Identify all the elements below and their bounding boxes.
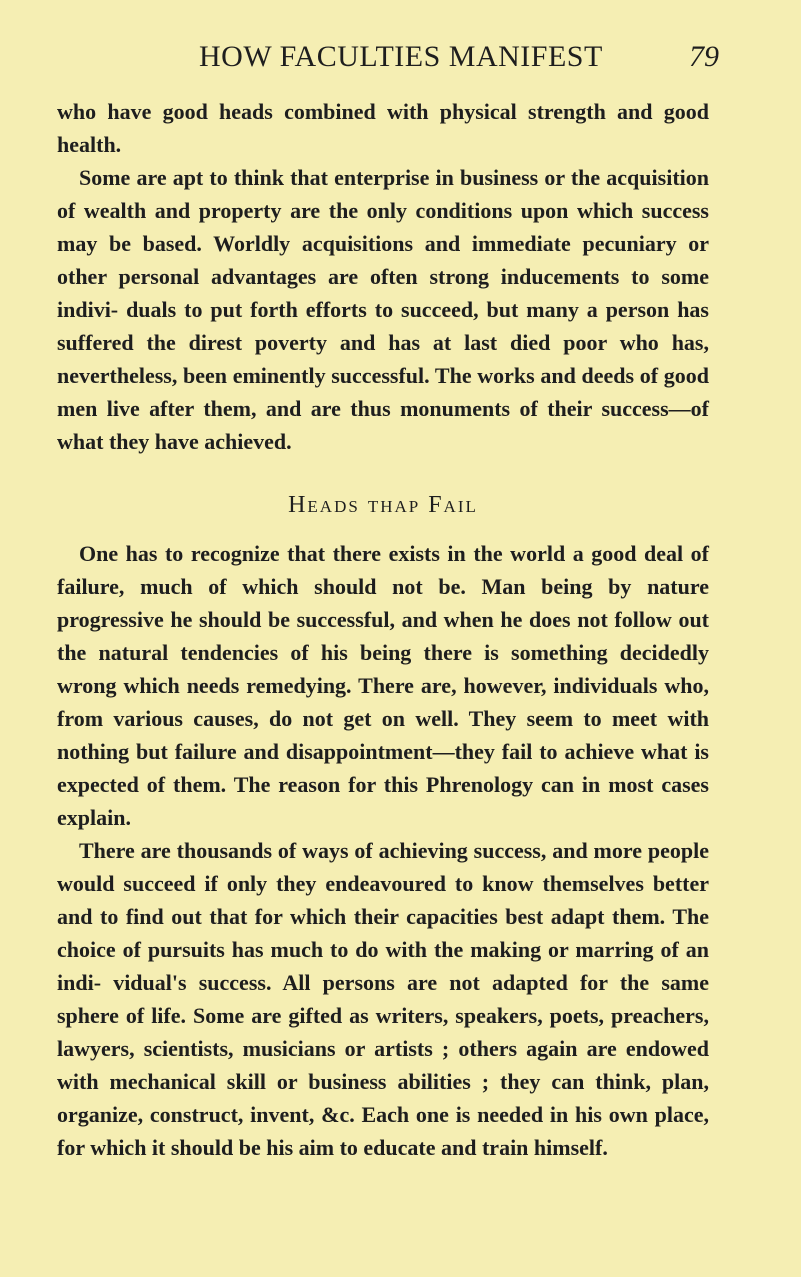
running-title: HOW FACULTIES MANIFEST [199,40,603,73]
running-head [0,40,801,80]
body-text [57,95,709,1164]
paragraph-success-conditions: Some are apt to think that enterprise in business or the acquisition of wealth and property are the only conditions upon which success may be based. Worldly acquisitions and immediate pecuniary or other personal advantages are often strong inducements to some indivi- duals to put forth efforts to succeed, but many a person has suffered the direst poverty and has at last died poor who has, nevertheless, been eminently successful. The works and deeds of good men live after them, and are thus monuments of their success—of what they have achieved. [57,165,709,454]
paragraph-achieving-success: There are thousands of ways of achieving success, and more people would succeed if only they endeavoured to know themselves better and to find out that for which their capacities best adapt them. The choice of pursuits has much to do with the making or marring of an indi- vidual's success. All persons are not adapted for the same sphere of life. Some are gifted as writers, speakers, poets, preachers, lawyers, scientists, musicians or artists ; others again are endowed with mechanical skill or business abilities ; they can think, plan, organize, construct, invent, &c. Each one is needed in his own place, for which it should be his aim to educate and train himself. [57,838,709,1160]
section-heading: Heads thap Fail [288,492,478,518]
paragraph-failure: One has to recognize that there exists in the world a good deal of failure, much of which should not be. Man being by nature progressive he should be successful, and when he does not follow out the natural tendencies of his being there is something decidedly wrong which needs remedying. There are, however, individuals who, from various causes, do not get on well. They seem to meet with nothing but failure and disappointment—they fail to achieve what is expected of them. The reason for this Phrenology can in most cases explain. [57,541,709,830]
paragraph-continuation: who have good heads combined with physical strength and good health. [57,99,709,157]
page-number: 79 [689,40,719,73]
